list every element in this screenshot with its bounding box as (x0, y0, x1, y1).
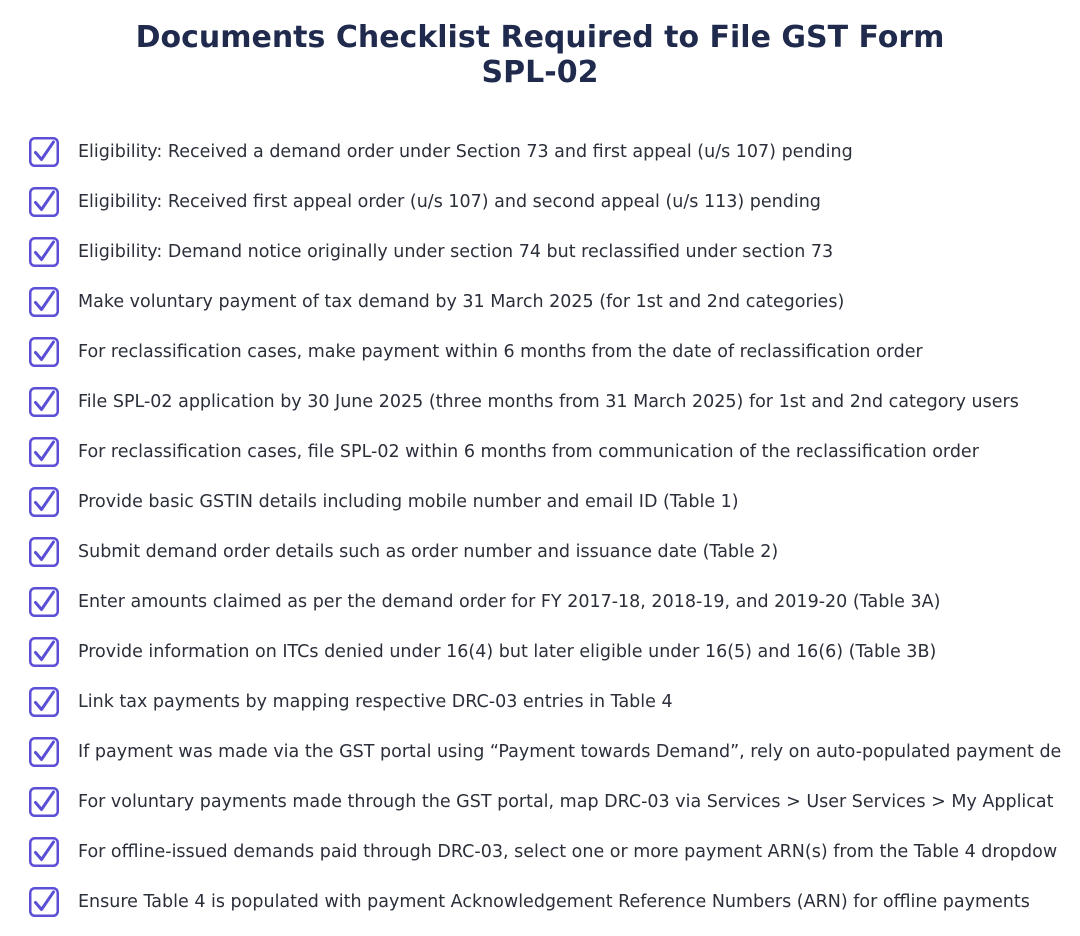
checklist-item-text: For voluntary payments made through the GST portal, map DRC-03 via Services > User Services > My Applicat (78, 792, 1054, 812)
checklist-item (0, 477, 1080, 527)
checklist-item-text: Provide basic GSTIN details including mobile number and email ID (Table 1) (78, 492, 739, 512)
checked-box-icon (28, 436, 60, 468)
checklist-item (0, 377, 1080, 427)
checked-box-icon (28, 886, 60, 918)
checked-box-icon (28, 136, 60, 168)
checklist-item (0, 327, 1080, 377)
checked-box-icon (28, 286, 60, 318)
checklist-item (0, 527, 1080, 577)
checklist-item-text: Eligibility: Received first appeal order (u/s 107) and second appeal (u/s 113) pending (78, 192, 821, 212)
checklist-item-text: For reclassification cases, make payment within 6 months from the date of reclassification order (78, 342, 923, 362)
checklist-item (0, 577, 1080, 627)
checklist-item (0, 677, 1080, 727)
checklist-item (0, 877, 1080, 927)
page-title (0, 20, 1080, 90)
checklist-item-text: Ensure Table 4 is populated with payment Acknowledgement Reference Numbers (ARN) for offline payments (78, 892, 1030, 912)
checked-box-icon (28, 736, 60, 768)
checked-box-icon (28, 786, 60, 818)
checklist (0, 127, 1080, 927)
checklist-item-text: Make voluntary payment of tax demand by 31 March 2025 (for 1st and 2nd categories) (78, 292, 845, 312)
checklist-item (0, 227, 1080, 277)
page-title-line-1: Documents Checklist Required to File GST Form (135, 20, 945, 55)
checked-box-icon (28, 236, 60, 268)
checklist-item (0, 127, 1080, 177)
checklist-item (0, 777, 1080, 827)
checked-box-icon (28, 386, 60, 418)
checklist-item-text: Link tax payments by mapping respective DRC-03 entries in Table 4 (78, 692, 673, 712)
checked-box-icon (28, 836, 60, 868)
checklist-item (0, 827, 1080, 877)
checked-box-icon (28, 186, 60, 218)
checked-box-icon (28, 536, 60, 568)
checklist-item-text: File SPL-02 application by 30 June 2025 (three months from 31 March 2025) for 1st and 2nd category users (78, 392, 1019, 412)
checklist-item-text: Eligibility: Received a demand order under Section 73 and first appeal (u/s 107) pending (78, 142, 853, 162)
checked-box-icon (28, 486, 60, 518)
checklist-item-text: If payment was made via the GST portal using “Payment towards Demand”, rely on auto-populated payment de (78, 742, 1062, 762)
checklist-item (0, 627, 1080, 677)
checklist-item-text: Provide information on ITCs denied under 16(4) but later eligible under 16(5) and 16(6) (Table 3B) (78, 642, 937, 662)
checklist-item (0, 177, 1080, 227)
checklist-item (0, 727, 1080, 777)
checked-box-icon (28, 636, 60, 668)
checklist-item (0, 427, 1080, 477)
checked-box-icon (28, 686, 60, 718)
checklist-item (0, 277, 1080, 327)
checklist-item-text: Enter amounts claimed as per the demand order for FY 2017-18, 2018-19, and 2019-20 (Table 3A) (78, 592, 941, 612)
checklist-item-text: Submit demand order details such as order number and issuance date (Table 2) (78, 542, 779, 562)
checked-box-icon (28, 336, 60, 368)
checklist-item-text: Eligibility: Demand notice originally under section 74 but reclassified under section 73 (78, 242, 834, 262)
checked-box-icon (28, 586, 60, 618)
checklist-item-text: For offline-issued demands paid through DRC-03, select one or more payment ARN(s) from the Table 4 dropdow (78, 842, 1058, 862)
page-title-line-2: SPL-02 (481, 55, 599, 90)
checklist-item-text: For reclassification cases, file SPL-02 within 6 months from communication of the reclassification order (78, 442, 979, 462)
